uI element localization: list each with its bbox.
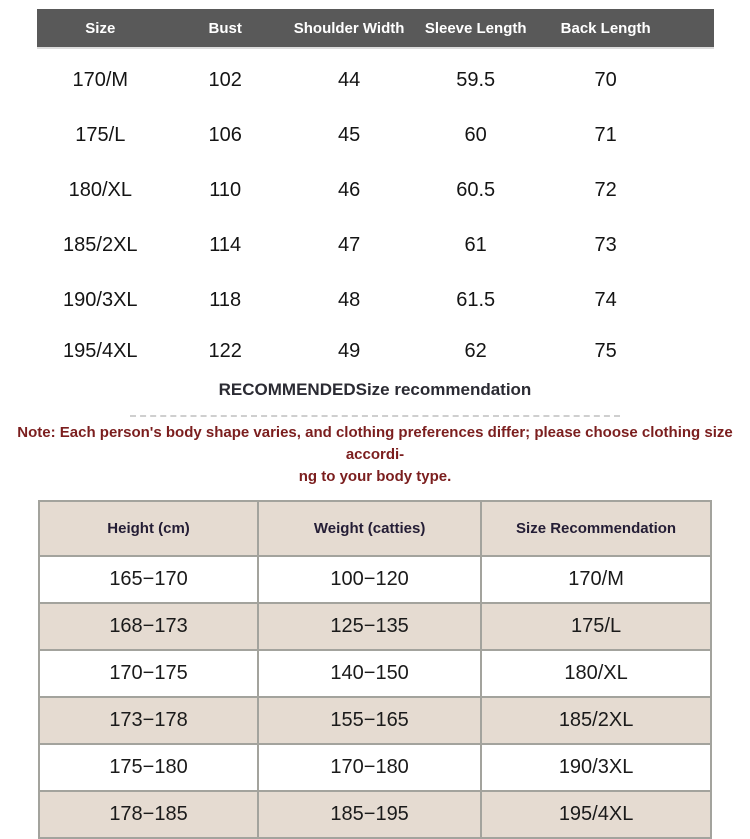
sleeve-length-cell: 60.5 xyxy=(456,179,496,201)
size-recommendation-cell: 180/XL xyxy=(481,650,711,697)
recommend-header-size: Size Recommendation xyxy=(481,501,711,556)
bust-cell: 122 xyxy=(208,339,242,362)
size-table-row xyxy=(37,273,714,328)
sleeve-length-cell: 61 xyxy=(464,234,487,256)
back-length-cell: 72 xyxy=(594,179,617,201)
size-note xyxy=(0,422,750,488)
bust-cell: 118 xyxy=(209,289,242,311)
size-table-header-back-length: Back Length xyxy=(560,19,651,37)
recommend-table-row xyxy=(39,744,711,791)
size-table-header-size: Size xyxy=(85,19,116,37)
back-length-cell: 74 xyxy=(594,289,617,311)
weight-cell: 155−165 xyxy=(258,697,481,744)
size-table-row xyxy=(37,163,714,218)
weight-cell: 125−135 xyxy=(258,603,481,650)
size-note-line1: Note: Each person's body shape varies, and clothing preferences differ; please choose clothing size accordi- xyxy=(17,424,733,463)
back-length-cell: 71 xyxy=(594,124,617,146)
recommend-table xyxy=(38,500,712,839)
recommend-table-row xyxy=(39,650,711,697)
weight-cell: 140−150 xyxy=(258,650,481,697)
recommend-table-row xyxy=(39,791,711,838)
shoulder-width-cell: 44 xyxy=(337,69,361,91)
back-length-cell: 70 xyxy=(594,69,617,91)
size-recommendation-cell: 195/4XL xyxy=(481,791,711,838)
shoulder-width-cell: 49 xyxy=(337,339,361,362)
shoulder-width-cell: 45 xyxy=(337,124,361,146)
height-cell: 175−180 xyxy=(39,744,258,791)
size-cell: 180/XL xyxy=(68,179,132,201)
shoulder-width-cell: 47 xyxy=(337,234,361,256)
size-recommendation-cell: 170/M xyxy=(481,556,711,603)
recommend-table-header-row xyxy=(39,501,711,556)
size-recommendation-cell: 190/3XL xyxy=(481,744,711,791)
size-cell: 195/4XL xyxy=(63,339,138,362)
recommend-table-row xyxy=(39,556,711,603)
weight-cell: 100−120 xyxy=(258,556,481,603)
size-table-row xyxy=(37,108,714,163)
size-table-row xyxy=(37,328,714,374)
weight-cell: 170−180 xyxy=(258,744,481,791)
size-table-row xyxy=(37,53,714,108)
recommendation-heading: RECOMMENDEDSize recommendation xyxy=(218,380,532,399)
bust-cell: 110 xyxy=(209,179,242,201)
size-recommendation-cell: 175/L xyxy=(481,603,711,650)
height-cell: 178−185 xyxy=(39,791,258,838)
size-cell: 185/2XL xyxy=(63,234,138,256)
shoulder-width-cell: 46 xyxy=(337,179,361,201)
size-table-row xyxy=(37,218,714,273)
size-table xyxy=(37,9,714,374)
height-cell: 170−175 xyxy=(39,650,258,697)
size-recommendation-cell: 185/2XL xyxy=(481,697,711,744)
sleeve-length-cell: 59.5 xyxy=(456,69,496,91)
bust-cell: 102 xyxy=(208,69,242,91)
recommend-header-height: Height (cm) xyxy=(39,501,258,556)
back-length-cell: 73 xyxy=(594,234,617,256)
recommend-table-row xyxy=(39,697,711,744)
shoulder-width-cell: 48 xyxy=(337,289,361,311)
sleeve-length-cell: 60 xyxy=(464,124,487,146)
back-length-cell: 75 xyxy=(594,339,617,362)
size-table-header-shoulder-width: Shoulder Width xyxy=(293,19,405,37)
size-note-line2: ng to your body type. xyxy=(298,468,452,485)
bust-cell: 114 xyxy=(209,234,242,256)
height-cell: 173−178 xyxy=(39,697,258,744)
bust-cell: 106 xyxy=(208,124,242,146)
size-table-header-bust: Bust xyxy=(208,19,242,37)
size-cell: 170/M xyxy=(72,69,129,91)
sleeve-length-cell: 62 xyxy=(464,339,487,362)
height-cell: 168−173 xyxy=(39,603,258,650)
height-cell: 165−170 xyxy=(39,556,258,603)
dashed-divider xyxy=(130,415,620,417)
recommend-table-row xyxy=(39,603,711,650)
size-cell: 190/3XL xyxy=(63,289,138,311)
size-table-header-sleeve-length: Sleeve Length xyxy=(424,19,527,37)
size-table-header-row xyxy=(37,9,714,49)
weight-cell: 185−195 xyxy=(258,791,481,838)
size-cell: 175/L xyxy=(75,124,126,146)
sleeve-length-cell: 61.5 xyxy=(456,289,496,311)
recommend-header-weight: Weight (catties) xyxy=(258,501,481,556)
size-table-body xyxy=(37,49,714,374)
